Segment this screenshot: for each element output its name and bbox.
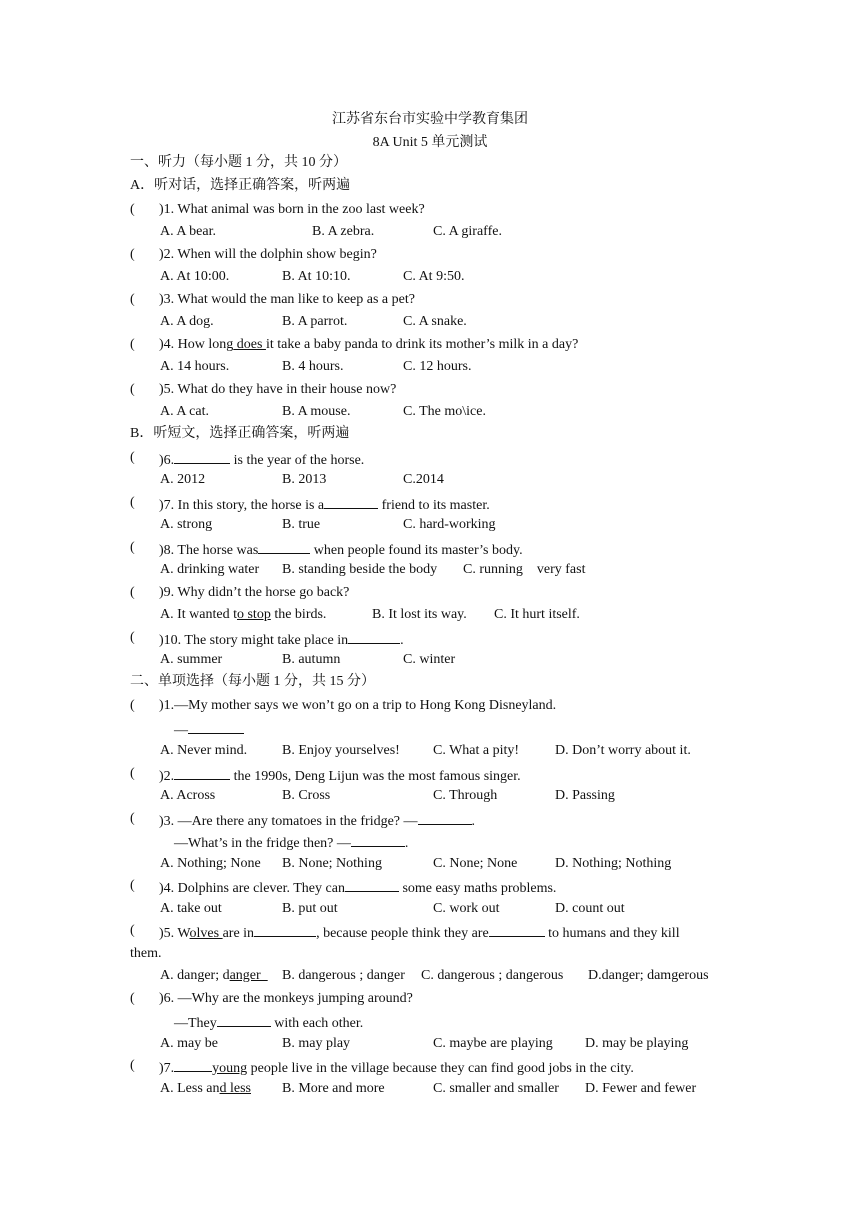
listening-q8-stem: )8. The horse was when people found its master’s body. [159,539,523,560]
choice-q2-stem: )2. the 1990s, Deng Lijun was the most famous singer. [159,765,521,786]
listening-q3-option-b[interactable]: B. A parrot. [282,314,348,329]
listening-q5-option-c[interactable]: C. The mo\ice. [403,404,486,419]
answer-blank[interactable] [351,832,405,847]
listening-q2-option-a[interactable]: A. At 10:00. [160,269,230,284]
answer-paren[interactable]: ( [130,878,135,893]
section1-partA: A．听对话，选择正确答案，听两遍 [130,178,351,193]
choice-q2-option-c[interactable]: C. Through [433,788,498,803]
choice-q3-option-a[interactable]: A. Nothing; None [160,856,261,871]
listening-q7-option-c[interactable]: C. hard-working [403,517,496,532]
listening-q8-option-a[interactable]: A. drinking water [160,562,260,577]
answer-blank[interactable] [418,810,472,825]
listening-q6-option-a[interactable]: A. 2012 [160,472,206,487]
answer-paren[interactable]: ( [130,382,135,397]
answer-paren[interactable]: ( [130,698,135,713]
answer-paren[interactable]: ( [130,450,135,465]
choice-q4-option-a[interactable]: A. take out [160,901,222,916]
choice-q5-option-c[interactable]: C. dangerous ; dangerous [421,968,564,983]
section2-title: 二、单项选择（每小题 1 分，共 15 分） [130,674,375,689]
answer-blank[interactable] [489,922,545,937]
answer-paren[interactable]: ( [130,292,135,307]
listening-q7-option-b[interactable]: B. true [282,517,321,532]
listening-q10-stem: )10. The story might take place in . [159,629,404,650]
choice-q6-option-d[interactable]: D. may be playing [585,1036,689,1051]
choice-q6-option-a[interactable]: A. may be [160,1036,218,1051]
choice-q1-option-a[interactable]: A. Never mind. [160,743,248,758]
choice-q1-option-d[interactable]: D. Don’t worry about it. [555,743,691,758]
answer-blank[interactable] [188,719,244,734]
listening-q9-option-a[interactable]: A. It wanted to stop the birds. [160,607,327,622]
listening-q8-option-b[interactable]: B. standing beside the body [282,562,438,577]
choice-q5-option-b[interactable]: B. dangerous ; danger [282,968,405,983]
answer-paren[interactable]: ( [130,540,135,555]
listening-q9-option-b[interactable]: B. It lost its way. [372,607,467,622]
answer-paren[interactable]: ( [130,495,135,510]
answer-paren[interactable]: ( [130,811,135,826]
answer-paren[interactable]: ( [130,630,135,645]
test-title: 8A Unit 5 单元测试 [372,135,488,150]
listening-q7-stem: )7. In this story, the horse is a friend to its master. [159,494,490,515]
choice-q6-line2: —They with each other. [174,1012,363,1033]
listening-q3-option-c[interactable]: C. A snake. [403,314,467,329]
choice-q1-stem: )1.—My mother says we won’t go on a trip to Hong Kong Disneyland. [159,698,557,713]
choice-q3-line2: —What’s in the fridge then? — . [174,832,408,853]
listening-q10-option-a[interactable]: A. summer [160,652,223,667]
listening-q1-option-c[interactable]: C. A giraffe. [433,224,502,239]
listening-q6-option-c[interactable]: C.2014 [403,472,444,487]
answer-blank[interactable] [324,494,378,509]
listening-q9-stem: )9. Why didn’t the horse go back? [159,585,350,600]
choice-q6-option-c[interactable]: C. maybe are playing [433,1036,553,1051]
answer-paren[interactable]: ( [130,202,135,217]
listening-q2-stem: )2. When will the dolphin show begin? [159,247,377,262]
choice-q7-option-d[interactable]: D. Fewer and fewer [585,1081,697,1096]
listening-q3-stem: )3. What would the man like to keep as a pet? [159,292,415,307]
choice-q7-option-b[interactable]: B. More and more [282,1081,385,1096]
answer-blank[interactable] [345,877,399,892]
section1-title: 一、听力（每小题 1 分，共 10 分） [130,155,347,170]
answer-blank[interactable] [348,629,400,644]
choice-q2-option-a[interactable]: A. Across [160,788,216,803]
choice-q7-option-a[interactable]: A. Less and less [160,1081,251,1096]
listening-q1-option-a[interactable]: A. A bear. [160,224,216,239]
section1-partB: B．听短文，选择正确答案，听两遍 [130,426,350,441]
answer-paren[interactable]: ( [130,337,135,352]
listening-q6-option-b[interactable]: B. 2013 [282,472,327,487]
school-name: 江苏省东台市实验中学教育集团 [332,112,528,127]
choice-q4-option-d[interactable]: D. count out [555,901,625,916]
choice-q7-option-c[interactable]: C. smaller and smaller [433,1081,559,1096]
listening-q1-option-b[interactable]: B. A zebra. [312,224,375,239]
choice-q6-option-b[interactable]: B. may play [282,1036,351,1051]
choice-q1-option-b[interactable]: B. Enjoy yourselves! [282,743,400,758]
listening-q6-stem: )6. is the year of the horse. [159,449,364,470]
answer-paren[interactable]: ( [130,1058,135,1073]
listening-q8-option-c[interactable]: C. running very fast [463,562,586,577]
choice-q5-cont: them. [130,946,162,961]
choice-q3-option-d[interactable]: D. Nothing; Nothing [555,856,672,871]
listening-q5-option-b[interactable]: B. A mouse. [282,404,351,419]
choice-q2-option-d[interactable]: D. Passing [555,788,615,803]
choice-q3-option-b[interactable]: B. None; Nothing [282,856,382,871]
listening-q7-option-a[interactable]: A. strong [160,517,213,532]
answer-paren[interactable]: ( [130,766,135,781]
answer-blank[interactable] [258,539,310,554]
choice-q1-option-c[interactable]: C. What a pity! [433,743,520,758]
listening-q10-option-c[interactable]: C. winter [403,652,456,667]
listening-q5-stem: )5. What do they have in their house now? [159,382,397,397]
listening-q1-stem: )1. What animal was born in the zoo last week? [159,202,425,217]
answer-paren[interactable]: ( [130,991,135,1006]
choice-q4-stem: )4. Dolphins are clever. They can some easy maths problems. [159,877,556,898]
answer-blank[interactable] [217,1012,271,1027]
answer-blank[interactable] [174,449,230,464]
answer-paren[interactable]: ( [130,923,135,938]
listening-q9-option-c[interactable]: C. It hurt itself. [494,607,580,622]
listening-q4-option-c[interactable]: C. 12 hours. [403,359,472,374]
answer-paren[interactable]: ( [130,585,135,600]
answer-blank[interactable] [174,765,230,780]
choice-q6-stem: )6. —Why are the monkeys jumping around? [159,991,413,1006]
choice-q5-option-a[interactable]: A. danger; danger [160,968,268,983]
listening-q3-option-a[interactable]: A. A dog. [160,314,214,329]
answer-blank[interactable] [174,1057,212,1072]
choice-q3-stem: )3. —Are there any tomatoes in the fridge? — . [159,810,475,831]
choice-q4-option-c[interactable]: C. work out [433,901,500,916]
listening-q10-option-b[interactable]: B. autumn [282,652,341,667]
listening-q4-stem: )4. How long does it take a baby panda to drink its mother’s milk in a day? [159,337,579,352]
choice-q2-option-b[interactable]: B. Cross [282,788,331,803]
listening-q4-option-a[interactable]: A. 14 hours. [160,359,230,374]
choice-q1-reply: — [174,719,244,740]
choice-q3-option-c[interactable]: C. None; None [433,856,518,871]
choice-q5-stem: )5. Wolves are in , because people think they are to humans and they kill [159,922,680,943]
listening-q4-option-b[interactable]: B. 4 hours. [282,359,344,374]
choice-q7-stem: )7. young people live in the village because they can find good jobs in the city. [159,1057,634,1078]
answer-paren[interactable]: ( [130,247,135,262]
listening-q2-option-b[interactable]: B. At 10:10. [282,269,351,284]
choice-q5-option-d[interactable]: D.danger; damgerous [588,968,709,983]
listening-q5-option-a[interactable]: A. A cat. [160,404,209,419]
choice-q4-option-b[interactable]: B. put out [282,901,338,916]
answer-blank[interactable] [254,922,316,937]
listening-q2-option-c[interactable]: C. At 9:50. [403,269,465,284]
